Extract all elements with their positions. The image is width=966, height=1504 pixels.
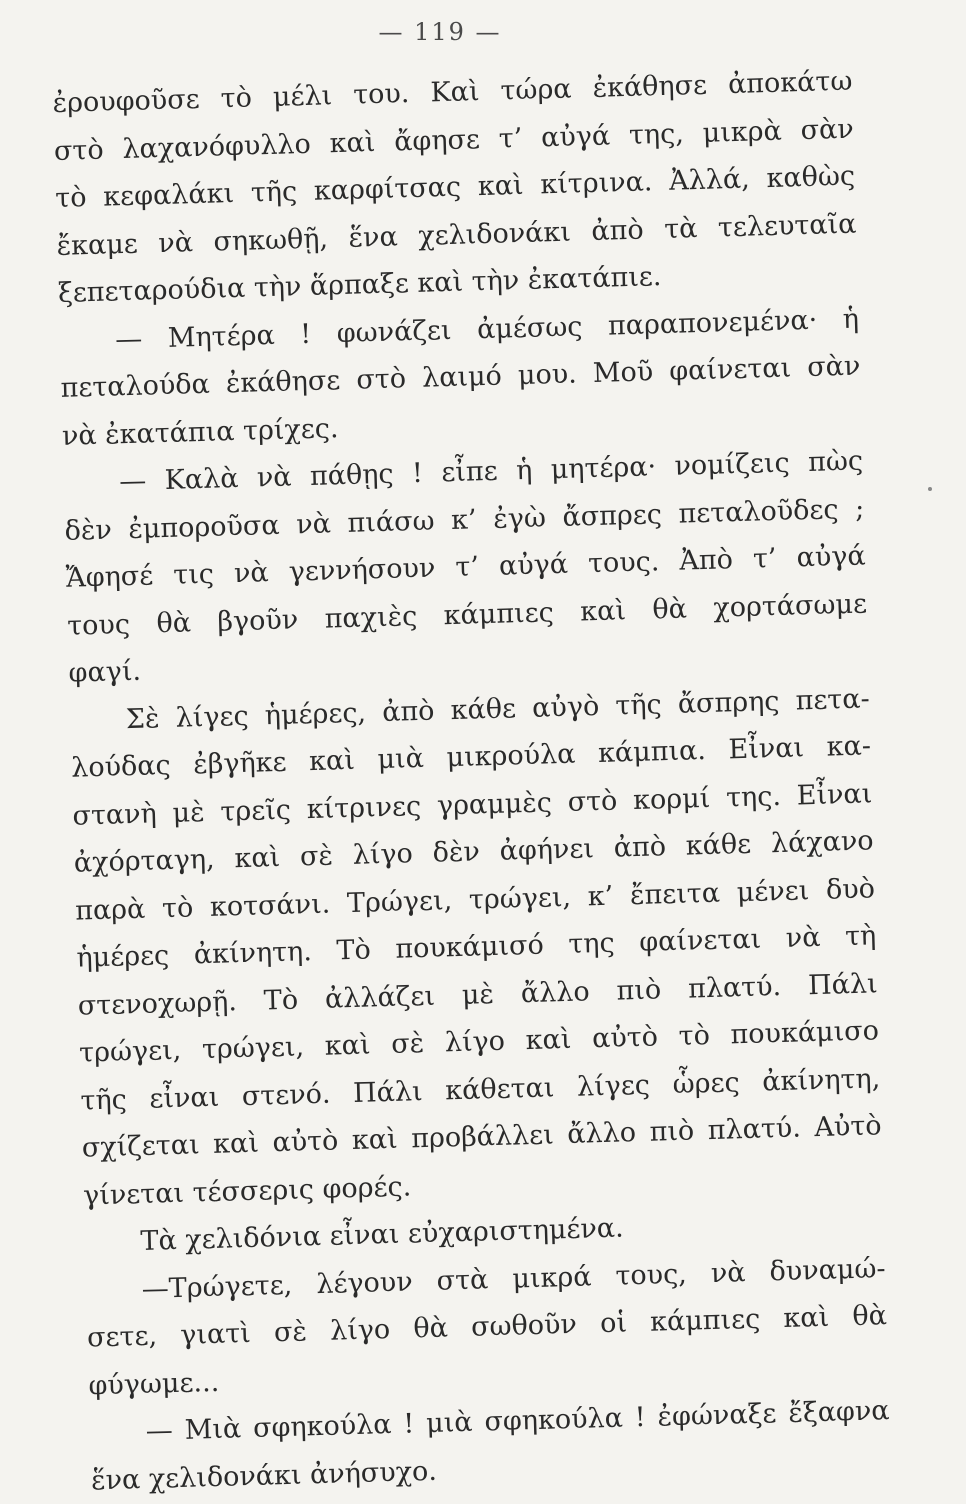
text-line: σχίζεται καὶ αὐτὸ καὶ προβάλλει ἄλλο πιὸ πλατύ. Αὐτὸ xyxy=(81,1110,882,1164)
text-line: στὸ λαχανόφυλλο καὶ ἄφησε τ’ αὐγά της, μικρὰ σὰν xyxy=(53,113,855,167)
text-line: γίνεται τέσσερις φορές. xyxy=(82,1170,412,1212)
text-line: τρώγει, τρώγει, καὶ σὲ λίγο καὶ αὐτὸ τὸ πουκάμισο xyxy=(78,1015,880,1069)
text-line: —Τρώγετε, λέγουν στὰ μικρά τους, νὰ δυναμώ- xyxy=(141,1252,886,1305)
body-text xyxy=(52,58,891,1504)
text-line: στανὴ μὲ τρεῖς κίτρινες γραμμὲς στὸ κορμί της. Εἶναι xyxy=(72,777,873,832)
page-number: — 119 — xyxy=(378,18,502,46)
text-line: — Μιὰ σφηκούλα ! μιὰ σφηκούλα ! ἐφώναξε ἔξαφνα xyxy=(145,1395,890,1447)
text-line: πεταλούδα ἐκάθησε στὸ λαιμό μου. Μοῦ φαίνεται σὰν xyxy=(60,350,861,404)
text-line: ξεπεταρούδια τὴν ἅρπαξε καὶ τὴν ἐκατάπιε. xyxy=(57,261,662,309)
text-line: φαγί. xyxy=(68,655,142,689)
text-line: Σὲ λίγες ἡμέρες, ἀπὸ κάθε αὐγὸ τῆς ἄσπρης πετα- xyxy=(125,682,871,735)
text-line: λούδας ἐβγῆκε καὶ μιὰ μικρούλα κάμπια. Εἶναι κα- xyxy=(70,730,872,784)
text-line: παρὰ τὸ κοτσάνι. Τρώγει, τρώγει, κ’ ἔπειτα μένει δυὸ xyxy=(74,872,876,927)
text-line: δὲν ἐμποροῦσα νὰ πιάσω κ’ ἐγὼ ἄσπρες πεταλοῦδες ; xyxy=(64,492,865,547)
text-line: τῆς εἶναι στενό. Πάλι κάθεται λίγες ὧρες ἀκίνητη, xyxy=(80,1062,881,1117)
text-line: τὸ κεφαλάκι τῆς καρφίτσας καὶ κίτρινα. Ἀλλά, καθὼς xyxy=(54,160,856,214)
text-line: — Μητέρα ! φωνάζει ἀμέσως παραπονεμένα· ἡ xyxy=(114,303,860,355)
text-line: στενοχωρῇ. Τὸ ἀλλάζει μὲ ἄλλο πιὸ πλατύ. Πάλι xyxy=(77,967,878,1022)
text-line: ἔκαμε νὰ σηκωθῇ, ἕνα χελιδονάκι ἀπὸ τὰ τελευταῖα xyxy=(56,208,857,262)
text-line: νὰ ἐκατάπια τρίχες. xyxy=(61,412,339,452)
text-line: φύγωμε... xyxy=(88,1366,220,1401)
text-line: σετε, γιατὶ σὲ λίγο θὰ σωθοῦν οἱ κάμπιες καὶ θὰ xyxy=(86,1300,888,1354)
text-line: ἐρουφοῦσε τὸ μέλι του. Καὶ τώρα ἐκάθησε ἀποκάτω xyxy=(52,65,853,119)
text-line: — Καλὰ νὰ πάθῃς ! εἶπε ἡ μητέρα· νομίζεις πὼς xyxy=(118,445,864,498)
text-line: τους θὰ βγοῦν παχιὲς κάμπιες καὶ θὰ χορτάσωμε xyxy=(66,587,868,642)
text-line: Τὰ χελιδόνια εἶναι εὐχαριστημένα. xyxy=(140,1212,625,1257)
margin-speck xyxy=(928,487,932,491)
text-line: ἕνα χελιδονάκι ἀνήσυχο. xyxy=(90,1455,438,1496)
text-line: Ἄφησέ τις νὰ γεννήσουν τ’ αὐγά τους. Ἀπὸ τ’ αὐγά xyxy=(65,540,867,594)
text-line: ἡμέρες ἀκίνητη. Τὸ πουκάμισό της φαίνεται νὰ τὴ xyxy=(76,920,877,974)
text-line: ἀχόρταγη, καὶ σὲ λίγο δὲν ἀφήνει ἀπὸ κάθε λάχανο xyxy=(73,825,874,879)
